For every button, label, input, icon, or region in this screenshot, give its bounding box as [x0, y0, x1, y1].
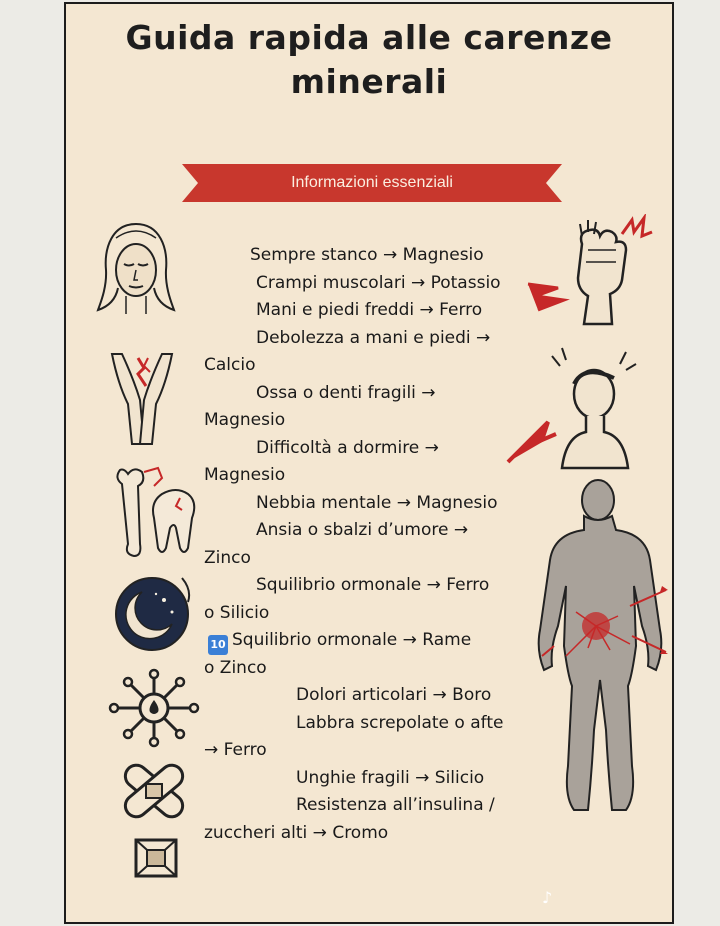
list-item: Ossa o denti fragili →	[256, 383, 436, 403]
fist-pain-icon	[526, 214, 656, 348]
list-item: Debolezza a mani e piedi →	[256, 328, 491, 348]
tiktok-logo-icon: ♪	[542, 888, 553, 907]
list-item: Magnesio	[204, 410, 286, 430]
list-item: Dolori articolari → Boro	[296, 685, 492, 705]
list-item: Crampi muscolari → Potassio	[256, 273, 501, 293]
list-item-text: Squilibrio ormonale → Rame	[232, 630, 472, 650]
page-title	[66, 16, 672, 104]
section-banner	[182, 162, 562, 204]
list-item: Labbra screpolate o afte	[296, 713, 504, 733]
list-item: o Zinco	[204, 658, 267, 678]
list-item: Unghie fragili → Silicio	[296, 768, 485, 788]
man-head-pain-icon	[506, 344, 646, 476]
list-item	[208, 627, 471, 655]
list-item: → Ferro	[204, 740, 267, 760]
hands-pain-icon	[106, 344, 178, 452]
nail-box-icon	[134, 838, 178, 882]
list-item: Calcio	[204, 355, 256, 375]
moon-sleep-icon	[112, 574, 192, 658]
list-item: zuccheri alti → Cromo	[204, 823, 389, 843]
list-item: Zinco	[204, 548, 251, 568]
bandage-icon	[118, 756, 190, 830]
poster	[64, 2, 674, 924]
list-item: o Silicio	[204, 603, 270, 623]
woman-face-icon	[96, 218, 176, 322]
list-item: Magnesio	[204, 465, 286, 485]
list-item: Squilibrio ormonale → Ferro	[256, 575, 490, 595]
list-item: Ansia o sbalzi d’umore →	[256, 520, 469, 540]
body-pain-icon	[520, 476, 670, 850]
list-item: Nebbia mentale → Magnesio	[256, 493, 498, 513]
molecule-drop-icon	[106, 668, 202, 752]
list-item: Resistenza all’insulina /	[296, 795, 495, 815]
keycap-ten-icon: 10	[208, 635, 228, 655]
title-line-2: minerali	[290, 62, 448, 101]
list-item: Mani e piedi freddi → Ferro	[256, 300, 483, 320]
list-item: Difficoltà a dormire →	[256, 438, 439, 458]
list-item: Sempre stanco → Magnesio	[250, 245, 484, 265]
bone-tooth-icon	[110, 464, 206, 568]
banner-label: Informazioni essenziali	[291, 174, 453, 191]
title-line-1: Guida rapida alle carenze	[125, 18, 613, 57]
